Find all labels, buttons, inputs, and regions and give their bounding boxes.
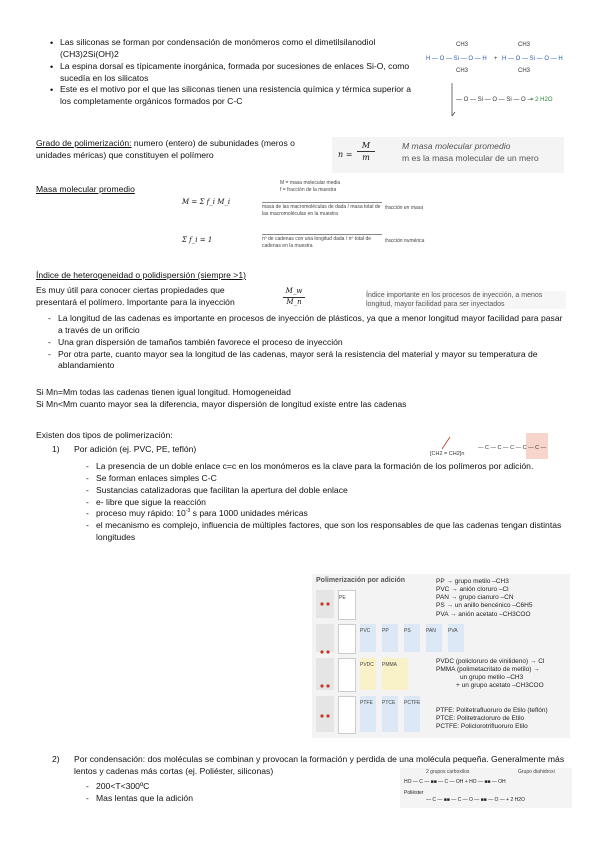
grado-text: numero (entero) de subunidades (meros o unidades méricas) que constituyen el polímero [36,138,295,160]
cell-pan: PAN [426,624,442,652]
siloxane-chain: — O — Si — O — Si — O — [456,97,534,103]
fi-description: masa de las macromoléculas de dada / masa total de las macromoléculas en la muestra [262,204,381,217]
legend-pvc: PVC → anión cloruro –Cl [436,586,509,594]
indice-dash-2: - Una gran dispersión de tamaños también favorece el proceso de inyección [48,337,568,349]
legend-pan: PAN → grupo cianuro –CN [436,594,514,602]
siliconas-bullet-2: • La espina dorsal es típicamente inorgánica, formada por sucesiones de enlaces Si-O, como sucedía en los silicatos [50,61,420,85]
grado-heading: Grado de polimerización: [36,138,132,148]
masa-heading: Masa molecular promedio [36,184,135,194]
ch3-top-right: CH3 [518,42,531,48]
legend-pvdc: PVDC (policloruro de vinilideno) → Cl [436,658,545,665]
legend-ps: PS → un anillo bencénico –C6H5 [436,602,533,610]
indice-heading: Índice de heterogeneidad o polidispersión (siempre >1) [36,270,246,280]
ch3-bottom-right: CH3 [518,68,531,74]
homogeneidad-line: Si Mn=Mm todas las cadenas tienen igual longitud. Homogeneidad [36,387,291,397]
dispersion-line: Si Mn<Mm cuanto mayor sea la diferencia, mayor dispersión de longitud existe entre las cadenas [36,398,407,409]
indice-intro-2: presentará el polímero. Importante para la inyección [36,296,235,307]
cell-pva: PVA [448,624,464,652]
fi-tag: fracción en masa [385,205,424,211]
condensacion-dash-2: - Mas lentas que la adición [86,793,386,805]
cell-pp: PP [382,624,398,652]
cond-products: — C — ■■ — C — O — ■■ — O — + 2 H2O [426,797,525,803]
tipos-intro: Existen dos tipos de polimerización: [36,430,173,440]
masa-legend-1: M = masa molecular media [280,180,341,186]
cond-polymer-label: Poliéster [404,790,424,796]
siloxane-structure [426,38,571,120]
cell-pmma: PMMA [382,658,408,690]
grado-def-2: m es la masa molecular de un mero [402,153,539,163]
adicion-dash-6: - el mecanismo es complejo, influencia de múltiples factores, que son los responsables de que las cadenas tengan distintas longitudes [86,520,566,544]
legend-pmma-2: un grupo metilo –CH3 [460,674,524,682]
silanol-right: H — O — Si — O — H [502,56,563,62]
adicion-dash-2: - Se forman enlaces simples C-C [86,473,566,485]
indice-note: Índice importante en los procesos de inyección, a menos longitud, mayor facilidad para ser inyectados [366,291,566,309]
condensacion-figure [400,768,572,808]
masa-legend-2: f = fracción de la muestra [280,187,337,193]
grado-def-1: M masa molecular promedio [402,141,511,151]
masa-formula-1: M = Σ f_i M_i [182,198,231,206]
table-title: Polimerización por adición [316,577,406,584]
ch3-bottom-left: CH3 [456,68,469,74]
formula-denominator: m [362,153,370,163]
ratio-denominator: M_n [286,297,302,306]
water-product: + 2 H2O [530,97,553,103]
condensacion-heading: Por condensación: dos moléculas se combinan y provocan la formación y perdida de una molécula pequeña. Generalmente más lentos y cadenas más cortas (ej. Poliéster, siliconas) [74,754,565,776]
legend-pctfe: PCTFE: Policlorotrifluoruro Etilo [436,723,528,731]
indice-intro [36,285,276,309]
legend-pmma-1: PMMA (polimetacrilato de metilo) → [436,666,540,674]
condensacion-dash-1: - 200<T<300ºC [86,781,386,793]
adicion-dash-5: - proceso muy rápido: $10^{-3}$ s para 1000 unidades méricas [86,508,566,520]
polyethylene-chain: — C — C — C — C — C — [478,445,547,451]
xi-description: nº de cadenas con una longitud dada / nº total de cadenas en la muestra [262,234,382,250]
adicion-heading: Por adición (ej. PVC, PE, teflón) [74,444,197,454]
cell-pvdc: PVDC [360,658,376,690]
polidispersion-ratio [283,287,305,307]
cell-pvc: PVC [360,624,376,652]
grado-paragraph [36,138,321,162]
siliconas-bullet-1: • Las siliconas se forman por condensación de monómeros como el dimetilsilanodiol (CH3)2Si(OH)2 [50,37,420,61]
indice-dash-1: - La longitud de las cadenas es importante en procesos de inyección de plásticos, ya que a menor longitud mayor facilidad para pasar a través de un orificio [48,313,568,337]
formula-n: n = [338,150,353,159]
adicion-chain-figure [430,427,570,463]
masa-formula-image [180,178,430,258]
legend-ptfe: PTFE: Politetrafluoruro de Etilo (teflón) [436,707,548,714]
masa-formula-2: Σ f_i = 1 [182,236,213,244]
cond-reactants: HO — C — ■■ — C — OH + HO — ■■ — OH [404,779,506,785]
ratio-numerator: M_w [283,287,305,298]
adicion-dash-4: - e- libre que sigue la reacción [86,497,566,509]
ethylene-monomer: [CH2 = CH2]n [430,451,465,457]
xi-tag: fracción numérica [385,238,425,244]
siliconas-figure [426,38,571,120]
cell-pe: PE [338,590,356,620]
legend-pp: PP → grupo metilo –CH3 [436,578,509,585]
legend-pva: PVA → anión acetato –CH3COO [436,610,531,618]
indice-intro-1: Es muy útil para conocer ciertas propiedades que [36,285,225,295]
adicion-dash-3: - Sustancias catalizadoras que facilitan la apertura del doble enlace [86,485,566,497]
cond-label-diahidroxi: Grupo diahidroxi [518,769,555,775]
cell-pctfe: PCTFE [404,696,420,732]
item-number-1: 1) [52,444,60,454]
item-number-2: 2) [52,754,60,764]
cell-ptce: PTCE [382,696,398,732]
legend-ptce: PTCE: Politetracloruro de Etilo [436,715,525,723]
cell-ptfe: PTFE [360,696,376,732]
legend-pmma-3: + un grupo acetato –CH3COO [456,682,544,690]
adicion-dash-1: - La presencia de un doble enlace c=c en los monómeros es la clave para la formación de los polímeros por adición. [86,461,566,473]
cond-label-carboxilos: 2 grupos carboxilos [426,769,470,775]
plus-sign: + [494,56,498,62]
grado-formula-box [332,137,564,173]
ch3-top-left: CH3 [456,42,469,48]
formula-numerator: M [357,140,375,152]
silanol-left: H — O — Si — O — H [426,56,487,62]
cell-ps: PS [404,624,420,652]
polimerizacion-adicion-table [312,574,570,738]
siliconas-bullet-3: • Este es el motivo por el que las siliconas tienen una resistencia química y térmica superior a los completamente orgánicos formados por C-C [50,84,420,108]
indice-dash-3: - Por otra parte, cuanto mayor sea la longitud de las cadenas, mayor será la resistencia del material y mayor su temperatura de ablandamiento [48,349,568,373]
